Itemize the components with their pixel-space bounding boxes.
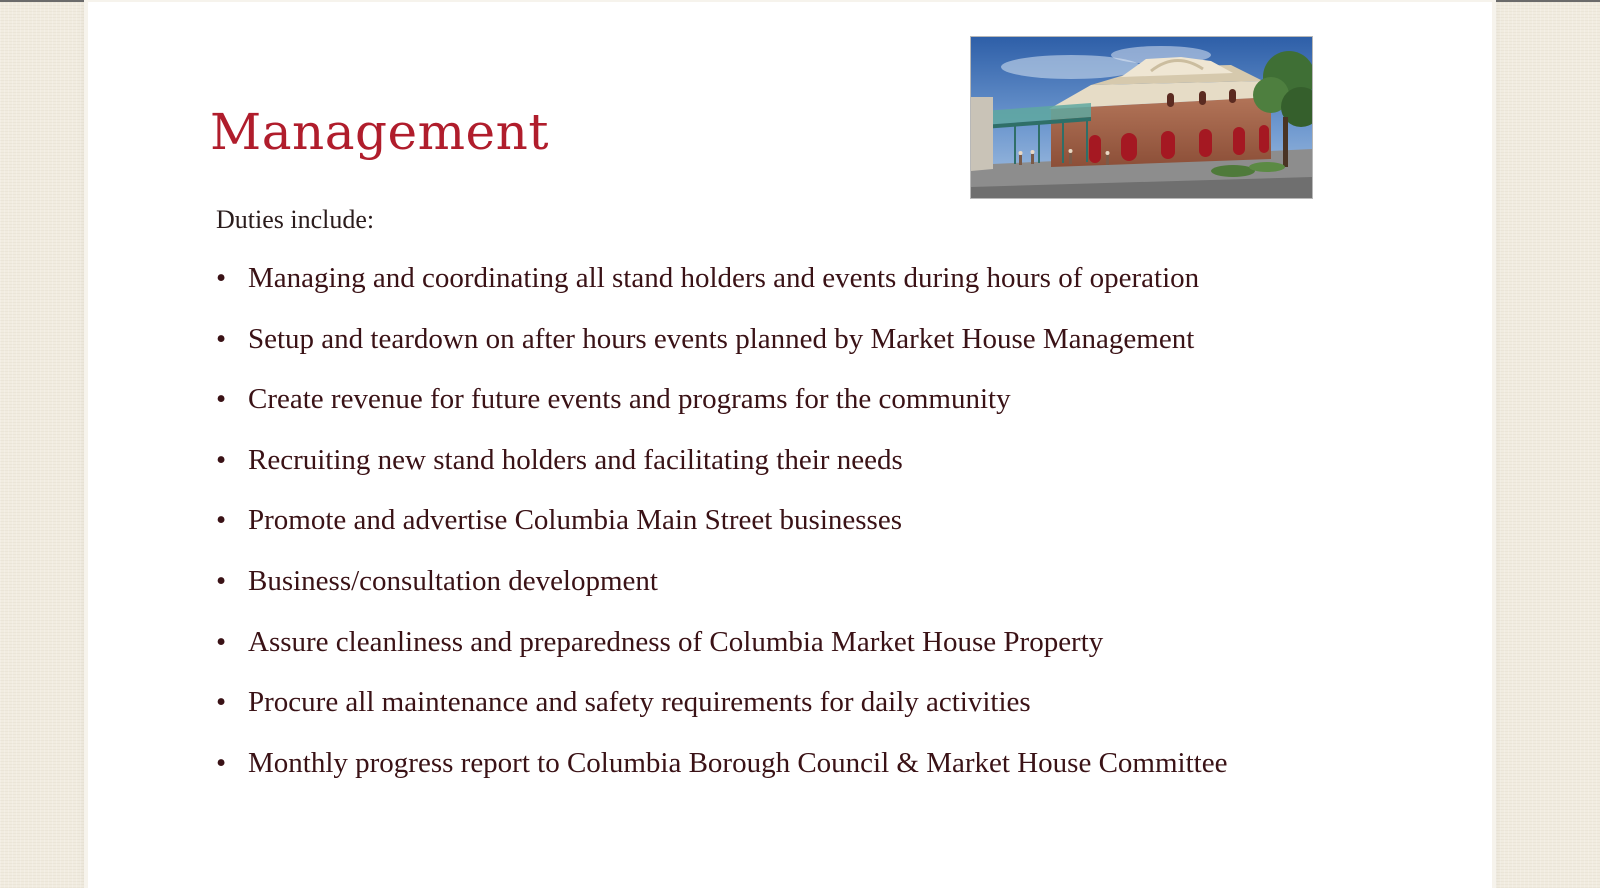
list-item-text: Create revenue for future events and programs for the community bbox=[248, 383, 1011, 416]
market-house-image bbox=[970, 36, 1313, 199]
list-item bbox=[216, 624, 1227, 685]
list-item bbox=[216, 745, 1227, 806]
bullet-icon: • bbox=[216, 746, 227, 779]
list-item-text: Managing and coordinating all stand holders and events during hours of operation bbox=[248, 262, 1200, 294]
bullet-icon: • bbox=[216, 322, 227, 355]
duties-list bbox=[216, 260, 1227, 805]
list-item-text: Business/consultation development bbox=[248, 564, 658, 597]
list-item bbox=[216, 260, 1227, 321]
list-item-text: Recruiting new stand holders and facilitating their needs bbox=[248, 443, 903, 476]
bullet-icon: • bbox=[216, 625, 227, 658]
list-item-text: Procure all maintenance and safety requirements for daily activities bbox=[248, 686, 1031, 719]
list-item bbox=[216, 502, 1227, 563]
slide bbox=[88, 2, 1492, 888]
bullet-icon: • bbox=[216, 443, 227, 476]
list-item bbox=[216, 563, 1227, 624]
bullet-icon: • bbox=[216, 504, 227, 537]
list-item bbox=[216, 321, 1227, 382]
list-item-text: Setup and teardown on after hours events planned by Market House Management bbox=[248, 322, 1195, 355]
list-item-text: Promote and advertise Columbia Main Street businesses bbox=[248, 504, 903, 537]
list-item-text: Assure cleanliness and preparedness of Columbia Market House Property bbox=[248, 625, 1104, 658]
list-item bbox=[216, 442, 1227, 503]
list-item bbox=[216, 381, 1227, 442]
subtitle: Duties include: bbox=[216, 205, 375, 234]
list-item bbox=[216, 684, 1227, 745]
bullet-icon: • bbox=[216, 383, 227, 416]
bullet-icon: • bbox=[216, 262, 227, 294]
list-item-text: Monthly progress report to Columbia Borough Council & Market House Committee bbox=[248, 746, 1228, 779]
slide-title: Management bbox=[210, 103, 549, 161]
bullet-icon: • bbox=[216, 564, 227, 597]
bullet-icon: • bbox=[216, 686, 227, 719]
